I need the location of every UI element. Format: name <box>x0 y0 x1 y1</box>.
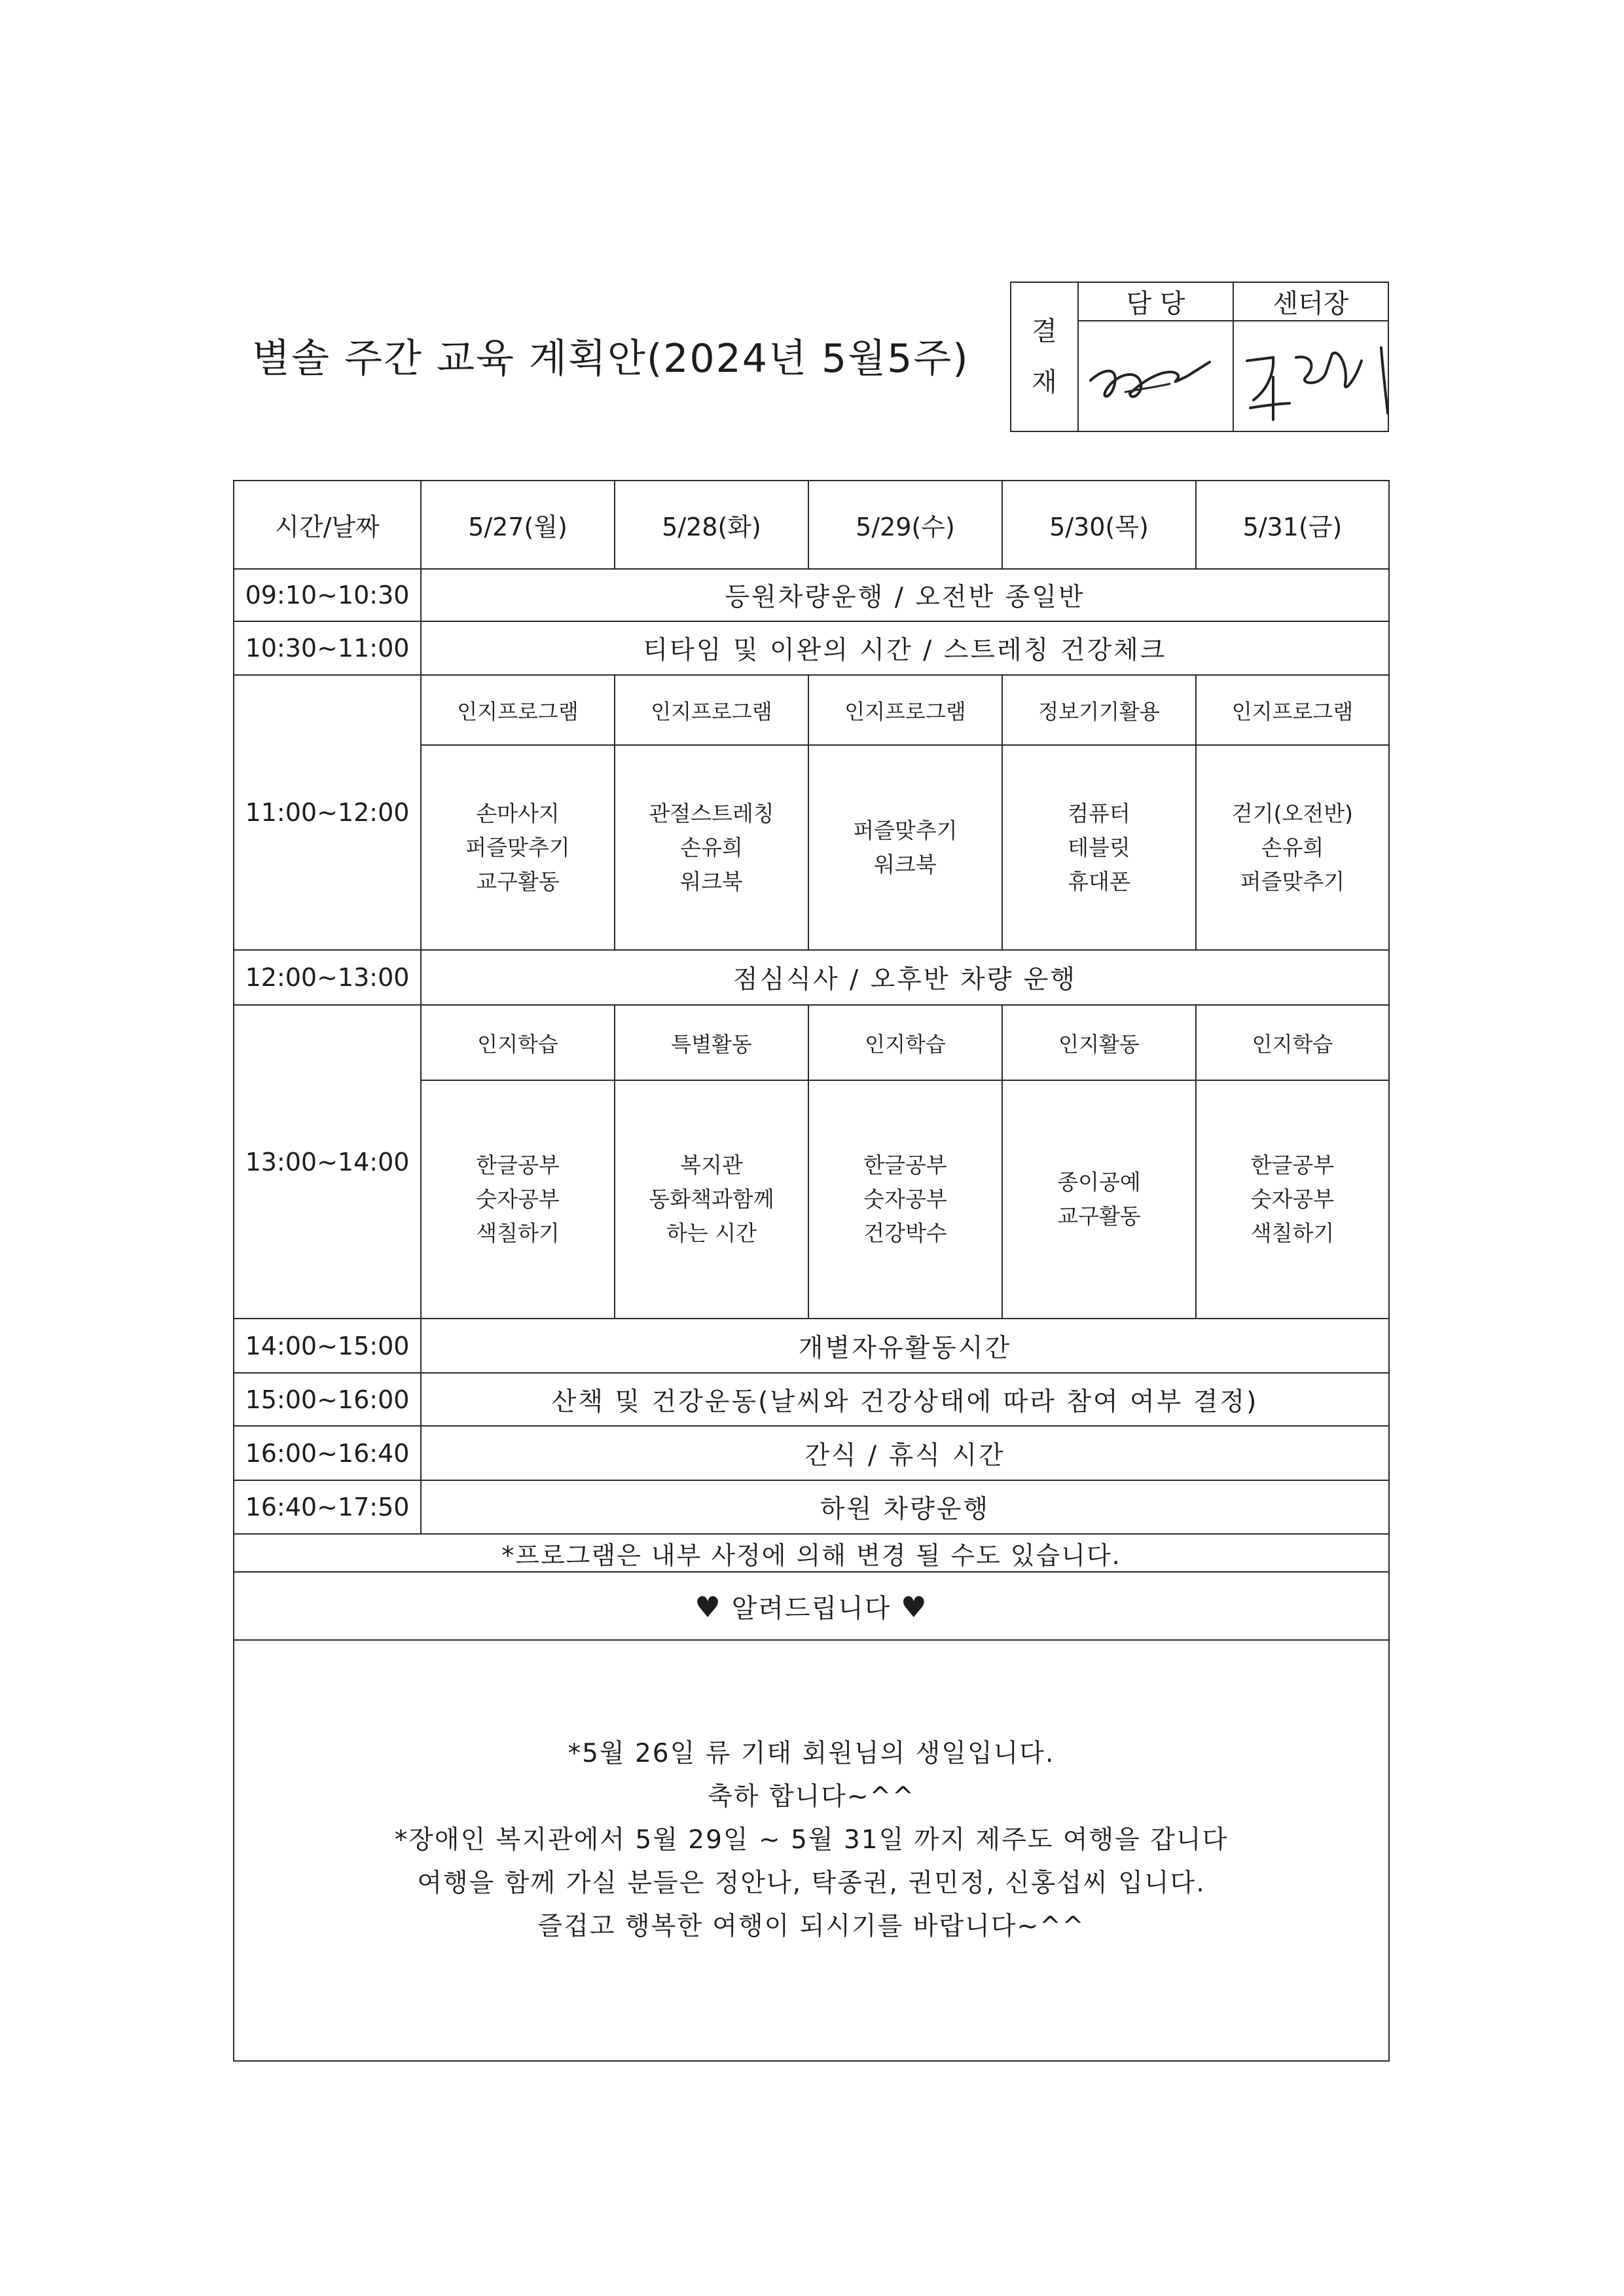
manager-signature <box>1078 321 1233 431</box>
category-cell: 인지학습 <box>421 1005 615 1080</box>
program-item: 한글공부 <box>863 1152 947 1178</box>
category-cell: 인지프로그램 <box>808 675 1002 745</box>
program-item: 관절스트레칭 <box>649 800 774 826</box>
program-item: 숫자공부 <box>476 1186 560 1212</box>
approval-label <box>1011 282 1078 431</box>
program-item: 교구활동 <box>1057 1203 1141 1229</box>
program-item: 워크북 <box>680 868 743 894</box>
program-item: 한글공부 <box>476 1152 560 1178</box>
schedule-row <box>234 1480 1389 1534</box>
notice-heading: 알려드립니다 <box>731 1593 892 1624</box>
day-header: 5/28(화) <box>615 481 808 569</box>
notice-line: 즐겁고 행복한 여행이 되시기를 바랍니다~^^ <box>537 1912 1085 1941</box>
program-item: 종이공예 <box>1057 1169 1141 1195</box>
program-cell <box>421 1080 615 1319</box>
approval-role-manager: 담 당 <box>1078 282 1233 321</box>
program-item: 테블릿 <box>1068 834 1130 860</box>
category-cell: 특별활동 <box>615 1005 808 1080</box>
program-item: 컴퓨터 <box>1068 800 1130 826</box>
category-cell: 인지프로그램 <box>1196 675 1389 745</box>
time-cell: 14:00~15:00 <box>234 1319 421 1373</box>
director-signature <box>1233 321 1388 431</box>
activity-cell: 하원 차량운행 <box>421 1480 1389 1534</box>
program-item: 손유희 <box>1261 834 1324 860</box>
header-row <box>234 481 1389 569</box>
schedule-row <box>234 1373 1389 1426</box>
program-item: 복지관 <box>680 1152 743 1178</box>
program-cell <box>615 745 808 950</box>
schedule-row <box>234 1426 1389 1480</box>
category-cell: 인지활동 <box>1002 1005 1196 1080</box>
program-item: 색칠하기 <box>476 1220 560 1246</box>
heart-icon: ♥ <box>901 1590 928 1624</box>
heart-icon: ♥ <box>695 1590 722 1624</box>
day-header: 5/31(금) <box>1196 481 1389 569</box>
notice-heading-row <box>234 1572 1389 1640</box>
notice-body-row <box>234 1640 1389 2061</box>
program-item: 퍼즐맞추기 <box>1240 868 1345 894</box>
program-item: 숫자공부 <box>863 1186 947 1212</box>
morning-category-row <box>234 675 1389 745</box>
schedule-row <box>234 1319 1389 1373</box>
program-cell <box>808 745 1002 950</box>
program-item: 한글공부 <box>1250 1152 1335 1178</box>
afternoon-category-row <box>234 1005 1389 1080</box>
notice-heading-cell <box>234 1572 1389 1640</box>
activity-cell: 등원차량운행 / 오전반 종일반 <box>421 569 1389 621</box>
time-cell: 15:00~16:00 <box>234 1373 421 1426</box>
program-item: 손유희 <box>680 834 743 860</box>
activity-cell: 점심식사 / 오후반 차량 운행 <box>421 950 1389 1005</box>
program-item: 교구활동 <box>476 868 560 894</box>
program-cell <box>615 1080 808 1319</box>
notice-line: 축하 합니다~^^ <box>708 1782 915 1812</box>
category-cell: 인지학습 <box>1196 1005 1389 1080</box>
program-cell <box>808 1080 1002 1319</box>
program-cell <box>1002 745 1196 950</box>
manager-signature-mark <box>1079 321 1224 431</box>
schedule-row <box>234 950 1389 1005</box>
notice-line: 여행을 함께 가실 분들은 정안나, 탁종권, 권민정, 신홍섭씨 입니다. <box>417 1868 1206 1898</box>
activity-cell: 개별자유활동시간 <box>421 1319 1389 1373</box>
category-cell: 정보기기활용 <box>1002 675 1196 745</box>
approval-label-bottom: 재 <box>1032 367 1057 397</box>
program-cell <box>1196 1080 1389 1319</box>
schedule-row <box>234 621 1389 675</box>
approval-box <box>1010 282 1389 432</box>
notice-line: *5월 26일 류 기태 회원님의 생일입니다. <box>568 1739 1055 1768</box>
document-title: 별솔 주간 교육 계획안(2024년 5월5주) <box>252 336 969 382</box>
program-cell <box>421 745 615 950</box>
category-cell: 인지프로그램 <box>421 675 615 745</box>
notice-line: *장애인 복지관에서 5월 29일 ~ 5월 31일 까지 제주도 여행을 갑니다 <box>394 1825 1229 1855</box>
time-cell: 09:10~10:30 <box>234 569 421 621</box>
program-cell <box>1002 1080 1196 1319</box>
time-cell: 11:00~12:00 <box>234 675 421 950</box>
day-header: 5/29(수) <box>808 481 1002 569</box>
notice-body <box>234 1640 1389 2061</box>
time-cell: 12:00~13:00 <box>234 950 421 1005</box>
program-item: 워크북 <box>874 851 937 877</box>
day-header: 5/27(월) <box>421 481 615 569</box>
program-item: 손마사지 <box>476 800 560 826</box>
program-item: 휴대폰 <box>1068 868 1130 894</box>
approval-label-top: 결 <box>1032 316 1057 346</box>
program-item: 퍼즐맞추기 <box>853 817 958 843</box>
program-cell <box>1196 745 1389 950</box>
program-item: 건강박수 <box>863 1220 947 1246</box>
change-notice: *프로그램은 내부 사정에 의해 변경 될 수도 있습니다. <box>234 1534 1389 1572</box>
time-cell: 16:40~17:50 <box>234 1480 421 1534</box>
schedule-row <box>234 569 1389 621</box>
activity-cell: 간식 / 휴식 시간 <box>421 1426 1389 1480</box>
program-item: 퍼즐맞추기 <box>465 834 570 860</box>
director-signature-mark <box>1234 321 1401 431</box>
header-time-date: 시간/날짜 <box>234 481 421 569</box>
approval-role-director: 센터장 <box>1233 282 1388 321</box>
category-cell: 인지프로그램 <box>615 675 808 745</box>
program-item: 숫자공부 <box>1250 1186 1335 1212</box>
weekly-schedule-table <box>233 480 1390 2062</box>
day-header: 5/30(목) <box>1002 481 1196 569</box>
program-item: 동화책과함께 <box>649 1186 774 1212</box>
program-item: 하는 시간 <box>666 1220 757 1246</box>
note-row <box>234 1534 1389 1572</box>
time-cell: 16:00~16:40 <box>234 1426 421 1480</box>
category-cell: 인지학습 <box>808 1005 1002 1080</box>
activity-cell: 티타임 및 이완의 시간 / 스트레칭 건강체크 <box>421 621 1389 675</box>
activity-cell: 산책 및 건강운동(날씨와 건강상태에 따라 참여 여부 결정) <box>421 1373 1389 1426</box>
time-cell: 10:30~11:00 <box>234 621 421 675</box>
program-item: 걷기(오전반) <box>1231 800 1354 826</box>
program-item: 색칠하기 <box>1250 1220 1335 1246</box>
time-cell: 13:00~14:00 <box>234 1005 421 1319</box>
